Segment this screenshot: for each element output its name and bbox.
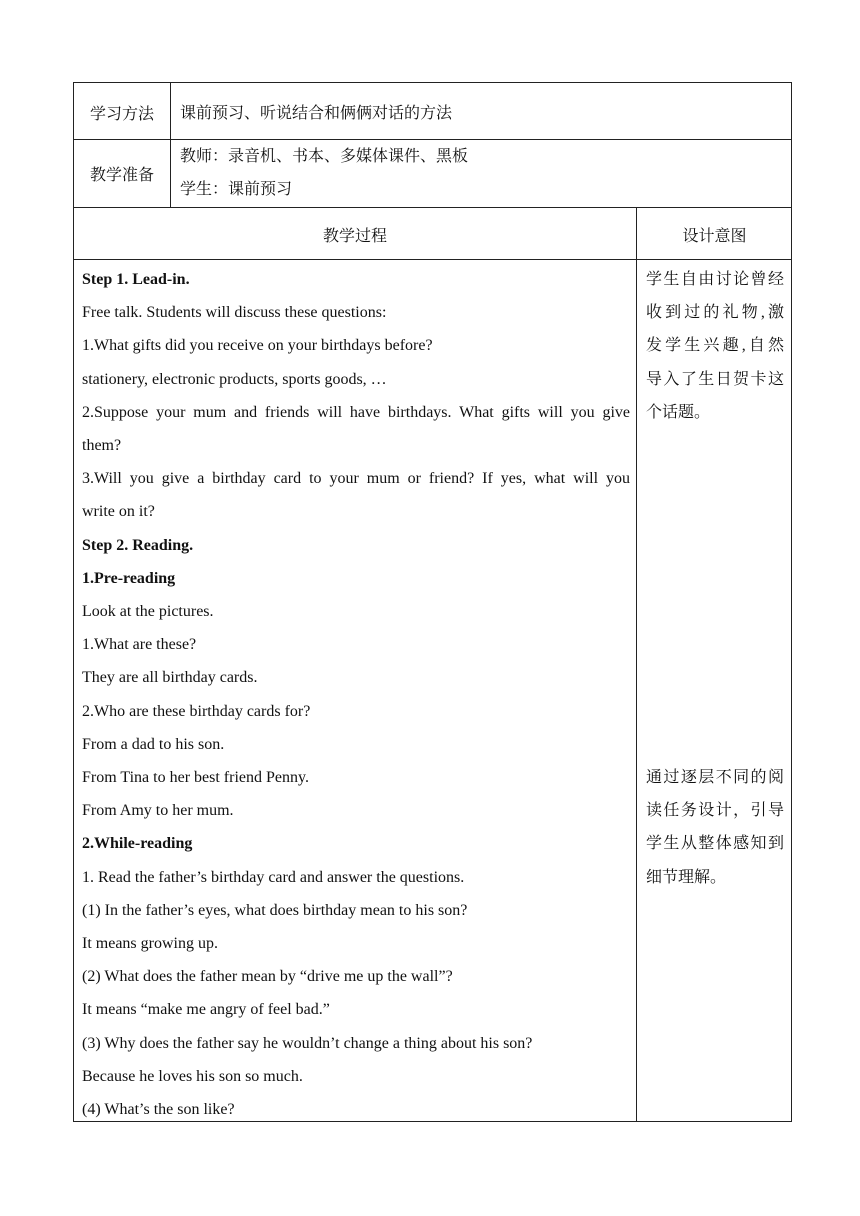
row-divider: [73, 207, 792, 208]
prep-teacher: 教师：录音机、书本、多媒体课件、黑板: [180, 148, 469, 165]
process-line: They are all birthday cards.: [82, 669, 258, 687]
process-line: 2.While-reading: [82, 835, 193, 853]
intent-line: 导入了生日贺卡这: [646, 370, 784, 388]
method-label: 学习方法: [89, 106, 154, 123]
intent-line: 细节理解。: [646, 868, 727, 886]
process-line: From Amy to her mum.: [82, 802, 234, 820]
column-divider: [170, 82, 171, 207]
prep-student: 学生：课前预习: [180, 181, 293, 198]
method-value: 课前预习、听说结合和俩俩对话的方法: [180, 105, 453, 122]
process-line: 1.What gifts did you receive on your birthdays before?: [82, 337, 433, 355]
process-line: 1. Read the father’s birthday card and answer the questions.: [82, 868, 465, 886]
process-line: From Tina to her best friend Penny.: [82, 769, 309, 786]
process-line: It means “make me angry of feel bad.”: [82, 1001, 330, 1019]
process-line: stationery, electronic products, sports goods, …: [82, 370, 387, 388]
intent-header: 设计意图: [682, 228, 747, 245]
process-line: them?: [82, 437, 122, 454]
process-line: write on it?: [82, 503, 155, 521]
process-line: Step 1. Lead-in.: [82, 271, 190, 288]
intent-line: 发学生兴趣,自然: [646, 337, 784, 355]
process-line: Look at the pictures.: [82, 603, 214, 620]
intent-line: 读任务设计，引导: [646, 802, 784, 820]
process-line: It means growing up.: [82, 935, 218, 952]
row-divider: [73, 259, 792, 260]
process-line: 1.Pre-reading: [82, 569, 176, 587]
process-line: From a dad to his son.: [82, 735, 225, 753]
intent-line: 个话题。: [646, 403, 711, 421]
intent-line: 学生自由讨论曾经: [646, 271, 784, 288]
process-line: 3.Will you give a birthday card to your mum or friend? If yes, what will you: [82, 470, 630, 488]
process-line: (1) In the father’s eyes, what does birthday mean to his son?: [82, 901, 468, 919]
process-line: (4) What’s the son like?: [82, 1101, 235, 1118]
process-line: Free talk. Students will discuss these questions:: [82, 304, 387, 322]
process-line: Step 2. Reading.: [82, 536, 194, 554]
intent-line: 通过逐层不同的阅: [646, 769, 784, 786]
process-line: 1.What are these?: [82, 636, 197, 654]
process-header: 教学过程: [322, 228, 387, 245]
intent-line: 学生从整体感知到: [646, 835, 784, 853]
process-line: (3) Why does the father say he wouldn’t change a thing about his son?: [82, 1034, 533, 1052]
intent-line: 收到过的礼物,激: [646, 304, 784, 322]
process-line: (2) What does the father mean by “drive me up the wall”?: [82, 968, 453, 986]
process-line: Because he loves his son so much.: [82, 1067, 303, 1085]
process-line: 2.Who are these birthday cards for?: [82, 702, 311, 720]
process-line: 2.Suppose your mum and friends will have birthdays. What gifts will you give: [82, 403, 630, 421]
prep-label: 教学准备: [89, 167, 154, 184]
column-divider: [636, 207, 637, 1122]
